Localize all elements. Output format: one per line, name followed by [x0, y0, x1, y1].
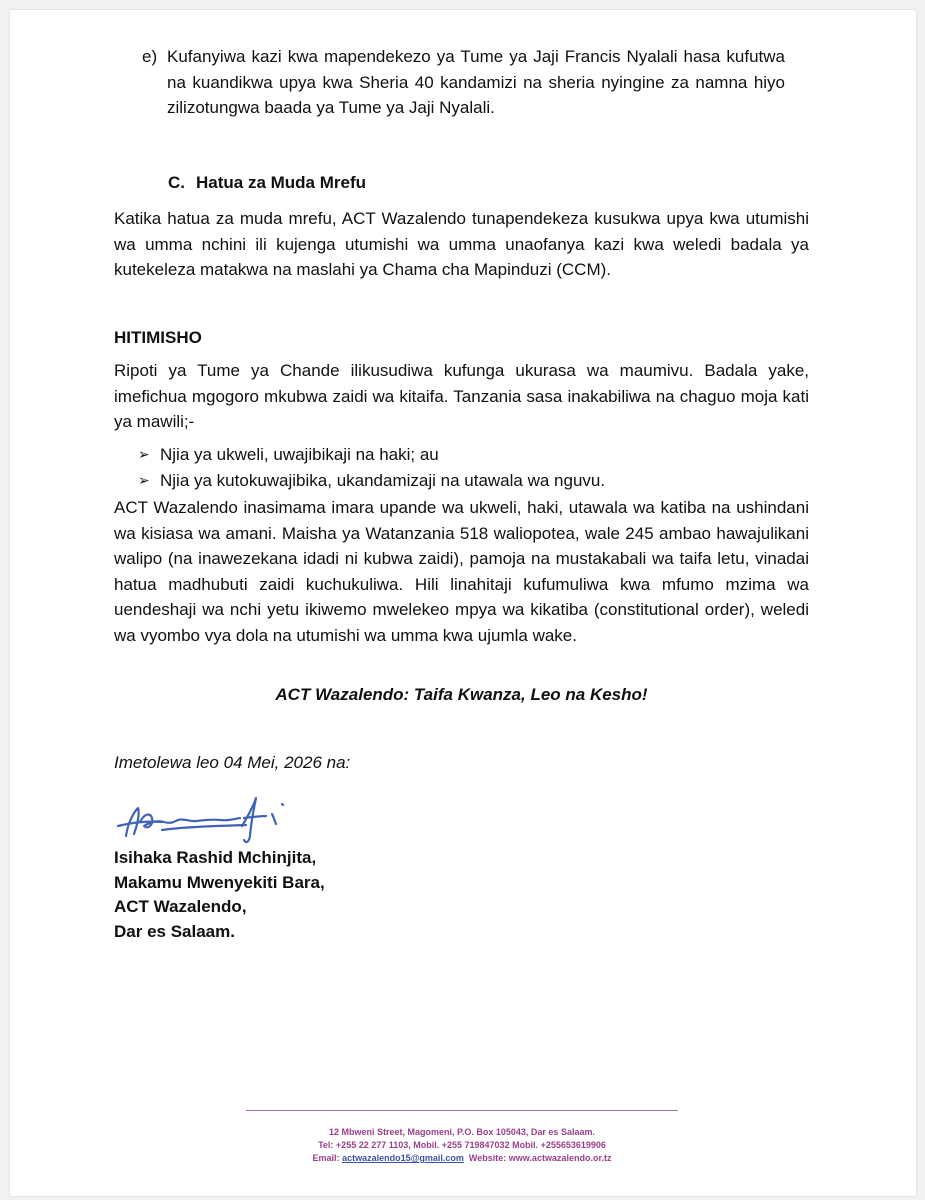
signer-position: Makamu Mwenyekiti Bara, [114, 872, 325, 892]
handwritten-signature [104, 792, 304, 848]
website-link[interactable]: www.actwazalendo.or.tz [508, 1153, 612, 1163]
footer-phones: Tel: +255 22 277 1103, Mobil. +255 719847032 Mobil. +255653619906 [318, 1140, 606, 1150]
signer-name: Isihaka Rashid Mchinjita, [114, 848, 317, 867]
section-title: Hatua za Muda Mrefu [196, 173, 367, 192]
signer-block [114, 846, 325, 944]
document-page [10, 10, 916, 1196]
list-item-text: Njia ya kutokuwajibika, ukandamizaji na utawala wa nguvu. [160, 470, 606, 490]
arrowhead-bullet-icon: ➢ [138, 471, 150, 488]
signer-city: Dar es Salaam. [114, 921, 235, 941]
list-marker: e) [142, 47, 158, 66]
choice-list [138, 442, 605, 493]
footer-address: 12 Mbweni Street, Magomeni, P.O. Box 105043, Dar es Salaam. [329, 1127, 595, 1137]
issued-date-line: Imetolewa leo 04 Mei, 2026 na: [114, 753, 351, 772]
section-heading-c [168, 170, 366, 195]
section-c-paragraph: Katika hatua za muda mrefu, ACT Wazalendo tunapendekeza kusukwa upya kwa utumishi wa umma nchini ili kujenga utumishi wa umma unaofanya kazi kwa weledi badala ya kutekeleza matakwa na maslahi ya Chama cha Mapinduzi (CCM). [114, 209, 809, 279]
footer-divider [246, 1110, 678, 1111]
conclusion-intro-paragraph: Ripoti ya Tume ya Chande ilikusudiwa kufunga ukurasa wa maumivu. Badala yake, imefichua mgogoro mkubwa zaidi wa kitaifa. Tanzania sasa inakabiliwa na chaguo moja kati ya mawili;- [114, 361, 809, 431]
signer-party: ACT Wazalendo, [114, 897, 247, 916]
conclusion-heading: HITIMISHO [114, 328, 202, 347]
arrowhead-bullet-icon: ➢ [138, 446, 150, 462]
letterhead-footer [246, 1126, 678, 1165]
conclusion-closing-paragraph: ACT Wazalendo inasimama imara upande wa ukweli, haki, utawala wa katiba na ushindani wa kisiasa wa amani. Maisha ya Watanzania 518 waliopotea, wale 245 ambao hawajulikani walipo (na inawezekana idadi ni kubwa zaidi), pamoja na mustakabali wa taifa letu, vinadai hatua madhubuti zaidi kuchukuliwa. Hili linahitaji kufumuliwa kwa mfumo mzima wa uendeshaji wa nchi yetu ikiwemo mwelekeo mpya wa kikatiba (constitutional order), weledi wa vyombo vya dola na utumishi wa umma kwa ujumla wake. [114, 498, 809, 645]
list-item-text: Kufanyiwa kazi kwa mapendekezo ya Tume ya Jaji Francis Nyalali hasa kufutwa na kuandikwa upya kwa Sheria 40 kandamizi na sheria nyingine za namna hiyo zilizotungwa baada ya Tume ya Jaji Nyalali. [167, 47, 785, 117]
email-label: Email: [312, 1153, 340, 1163]
party-slogan: ACT Wazalendo: Taifa Kwanza, Leo na Kesho! [275, 685, 648, 704]
section-letter: C. [168, 173, 185, 192]
list-item [138, 442, 605, 468]
email-link[interactable]: actwazalendo15@gmail.com [342, 1153, 464, 1163]
list-item-e [142, 44, 785, 121]
list-item-text: Njia ya ukweli, uwajibikaji na haki; au [160, 445, 439, 464]
footer-contact-line [246, 1152, 678, 1165]
website-label: Website: [468, 1153, 507, 1163]
list-item [138, 468, 605, 494]
